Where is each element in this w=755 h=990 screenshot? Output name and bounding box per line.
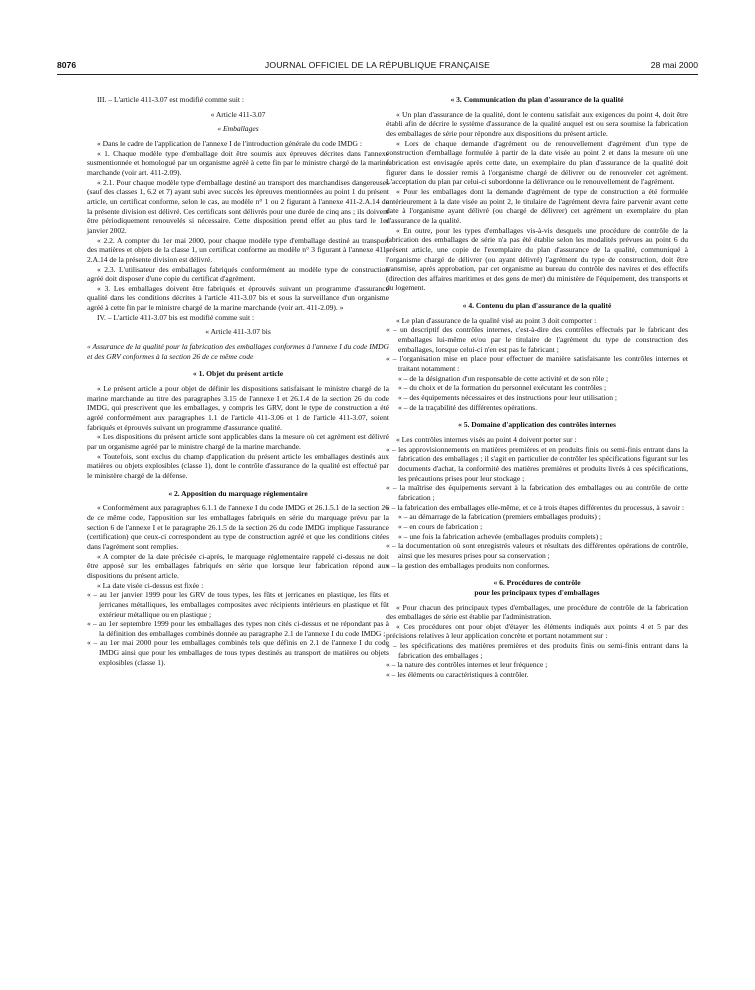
paragraph: « 1. Chaque modèle type d'emballage doit être soumis aux épreuves décrites dans l'annexe susmentionnée et homologué par un organisme agréé à cette fin par le ministre chargé de la marine marchande (voir art. 411-2.09).: [87, 148, 389, 177]
article-title: « Article 411-3.07 bis: [205, 327, 271, 337]
right-column: [386, 95, 688, 680]
paragraph: « Le plan d'assurance de la qualité visé au point 3 doit comporter :: [396, 315, 597, 325]
section-heading: « 5. Domaine d'application des contrôles internes: [458, 420, 616, 430]
paragraph: « En outre, pour les types d'emballages vis-à-vis desquels une procédure de contrôle de la fabrication des emballages de série n'a pas été établie selon les modalités prévues au point 6 du présent article, une copie de l'exemplaire du plan d'assurance de la qualité, communiqué à l'organisme chargé de délivrer (ou ayant délivré) l'agrément du type de construction, doit être transmise, après approbation, par cet organisme au bureau du contrôle des navires et des effectifs (direction des affaires maritimes et des gens de mer) du ministère de l'équipement, des transports et du logement.: [386, 225, 688, 293]
paragraph: « Pour les emballages dont la demande d'agrément de type de construction a été formulée antérieurement à la date visée au point 2, le titulaire de l'agrément devra faire parvenir avant cette date à l'organisme ayant délivré (ou chargé de délivrer) cet agrément un exemplaire du plan d'assurance de la qualité.: [386, 186, 688, 225]
list-item: « – les spécifications des matières premières et des produits finis ou semi-finis entrant dans la fabrication des emballages ;: [386, 641, 688, 660]
list-item: « – de la désignation d'un responsable de cette activité et de son rôle ;: [398, 373, 609, 383]
section-heading: « 2. Apposition du marquage réglementaire: [168, 488, 308, 498]
left-column: [87, 95, 389, 667]
page-number: 8076: [57, 60, 77, 70]
list-item: « – au 1er septembre 1999 pour les emballages des types non cités ci-dessus et ne répondant pas à la définition des emballages combinés donnée au paragraphe 2.1 de l'annexe I du code IMDG ;: [87, 619, 389, 638]
article-title: « Article 411-3.07: [210, 109, 266, 119]
paragraph: « 2.1. Pour chaque modèle type d'emballage destiné au transport des marchandises dangereuses (sauf des classes 1, 6.2 et 7) ayant subi avec succès les épreuves mentionnées au point 1 du présent article, un certificat conforme, selon le cas, au modèle n° 1 ou 2 figurant à l'annexe 411-2.A.14 de la présente division est délivré. Ces certificats sont délivrés pour une durée de cinq ans ; ils doivent être périodiquement renouvelés si nécessaire. Cette disposition prend effet au plus tard le 1er janvier 2002.: [87, 177, 389, 235]
paragraph: « 2.2. A compter du 1er mai 2000, pour chaque modèle type d'emballage destiné au transport des matières et objets de la classe 1, un certificat conforme au modèle n° 3 figurant à l'annexe 411-2.A.14 de la présente division est délivré.: [87, 235, 389, 264]
section-heading: « 4. Contenu du plan d'assurance de la qualité: [462, 301, 612, 311]
article-subtitle: « Emballages: [217, 124, 259, 134]
list-item: « – la gestion des emballages produits non conformes.: [386, 560, 550, 570]
paragraph: « A compter de la date précisée ci-après, le marquage réglementaire rappelé ci-dessus ne doit être apposé sur les emballages fabriqués en série que lorsque leur fabrication répond aux dispositions du présent article.: [87, 551, 389, 580]
list-item: « – la documentation où sont enregistrés valeurs et résultats des différentes opérations de contrôle, ainsi que les mesures prises pour sa conservation ;: [386, 541, 688, 560]
paragraph: « Les contrôles internes visés au point 4 doivent porter sur :: [396, 435, 577, 444]
paragraph: « La date visée ci-dessus est fixée :: [97, 580, 204, 590]
list-item: « – les approvisionnements en matières premières et en produits finis ou semi-finis entrant dans la fabrication des emballages ; il s'agit en particulier de contrôler les spécifications figurant sur les documents d'achat, la conformité des matières premières et produits livrés à ces spécifications, les précautions prises pour leur stockage ;: [386, 444, 688, 483]
section-heading: « 6. Procédures de contrôle: [493, 578, 581, 588]
list-item: « – la maîtrise des équipements servant à la fabrication des emballages ou au contrôle de cette fabrication ;: [386, 483, 688, 502]
list-item: « – l'organisation mise en place pour effectuer de manière satisfaisante les contrôles internes et traitant notamment :: [386, 354, 688, 374]
section-heading: « 3. Communication du plan d'assurance de la qualité: [450, 95, 624, 104]
paragraph: « Dans le cadre de l'application de l'annexe I de l'introduction générale du code IMDG :: [97, 138, 362, 148]
list-item: « – des équipements nécessaires et des instructions pour leur utilisation ;: [398, 393, 618, 403]
list-item: « – la nature des contrôles internes et leur fréquence ;: [386, 660, 548, 670]
publication-date: 28 mai 2000: [650, 60, 698, 70]
section-heading: « 1. Objet du présent article: [192, 369, 284, 379]
journal-title: JOURNAL OFFICIEL DE LA RÉPUBLIQUE FRANÇAISE: [264, 60, 491, 70]
paragraph: « Les dispositions du présent article sont applicables dans la mesure où cet agrément est délivré par un organisme agréé par le ministre chargé de la marine marchande.: [87, 432, 389, 451]
paragraph: « Le présent article a pour objet de définir les dispositions satisfaisant le ministre chargé de la marine marchande au titre des paragraphes 3.15 de l'annexe I et 26.1.4 de la section 26 du code IMDG, qui prescrivent que les emballages, y compris les GRV, dont le type de construction a été agréé conformément aux paragraphes 1.1 de l'article 411-3.06 et 1 de l'article 411-3.07, soient fabriqués et éprouvés suivant un programme d'assurance qualité.: [87, 384, 389, 432]
paragraph: IV. – L'article 411-3.07 bis est modifié comme suit :: [97, 312, 255, 322]
paragraph: « 2.3. L'utilisateur des emballages fabriqués conformément au modèle type de construction agréé doit disposer d'une copie du certificat d'agrément.: [87, 264, 389, 284]
list-item: « – la fabrication des emballages elle-même, et ce à trois étapes différentes du processus, à savoir :: [386, 502, 685, 512]
list-item: « – une fois la fabrication achevée (emballages produits complets) ;: [398, 531, 603, 541]
article-subtitle: « Assurance de la qualité pour la fabrication des emballages conformes à l'annexe I du code IMDG et des GRV conformes à la section 26 de ce même code: [87, 342, 389, 361]
paragraph: III. – L'article 411-3.07 est modifié comme suit :: [97, 95, 244, 104]
list-item: « – au démarrage de la fabrication (premiers emballages produits) ;: [398, 512, 601, 522]
section-heading: pour les principaux types d'emballages: [474, 587, 600, 597]
list-item: « – au 1er mai 2000 pour les emballages combinés tels que définis en 2.1 de l'annexe I du code IMDG ainsi que pour les emballages de tous types destinés au transport de matières ou objets explosibles (classe 1).: [87, 638, 389, 667]
paragraph: « Un plan d'assurance de la qualité, dont le contenu satisfait aux exigences du point 4, doit être établi afin de décrire le système d'assurance de la qualité auquel est ou sera soumise la fabrication des emballages de série pour répondre aux dispositions du présent article.: [386, 109, 688, 138]
list-item: « – en cours de fabrication ;: [398, 521, 483, 531]
list-item: « – de la traçabilité des différentes opérations.: [398, 402, 538, 412]
list-item: « – un descriptif des contrôles internes, c'est-à-dire des contrôles effectués par le fabricant des emballages lui-même et/ou par le titulaire de l'agrément du type de construction des emballages, lorsque celui-ci n'en est pas le fabricant ;: [386, 325, 688, 354]
list-item: « – les éléments ou caractéristiques à contrôler.: [386, 670, 529, 680]
list-item: « – du choix et de la formation du personnel exécutant les contrôles ;: [398, 383, 607, 393]
paragraph: « Pour chacun des principaux types d'emballages, une procédure de contrôle de la fabrication des emballages de série est établie par l'administration.: [386, 602, 688, 622]
paragraph: « Lors de chaque demande d'agrément ou de renouvellement d'agrément d'un type de construction d'emballage formulée à partir de la date visée au point 2 et dans la mesure où une fabrication est envisagée après cette date, un exemplaire du plan d'assurance de la qualité doit figurer dans le dossier remis à l'organisme chargé de délivrer ou de renouveler cet agrément. L'acceptation du plan par celui-ci subordonne la délivrance ou le renouvellement de l'agrément.: [386, 138, 688, 187]
paragraph: « Ces procédures ont pour objet d'étayer les éléments indiqués aux points 4 et 5 par des précisions relatives à leur application concrète et portant notamment sur :: [386, 621, 688, 641]
page-header: [57, 60, 698, 75]
list-item: « – au 1er janvier 1999 pour les GRV de tous types, les fûts et jerricanes en plastique, les fûts et jerricanes métalliques, les emballages composites avec récipients intérieurs en plastique et fût extérieur métallique ou en plastique ;: [87, 590, 389, 619]
paragraph: « Toutefois, sont exclus du champ d'application du présent article les emballages destinés aux matières ou objets explosibles (classe 1), dont le contrôle d'assurance de la qualité est effectué par le ministère chargé de la défense.: [87, 451, 389, 480]
paragraph: « Conformément aux paragraphes 6.1.1 de l'annexe I du code IMDG et 26.1.5.1 de la section 26 de ce même code, l'apposition sur les emballages fabriqués en série du marquage prévu par la section 6 de l'annexe I et le paragraphe 26.1.5 de la section 26 du code IMDG implique l'assurance (certification) que ceux-ci correspondent au type de construction agréé et que les conditions citées dans l'agrément sont remplies.: [87, 503, 389, 551]
paragraph: « 3. Les emballages doivent être fabriqués et éprouvés suivant un programme d'assurance qualité dans les conditions décrites à l'article 411-3.07 bis et sous la surveillance d'un organisme agréé à cette fin par le ministre chargé de la marine marchande (voir art. 411-2.09). »: [87, 283, 389, 313]
